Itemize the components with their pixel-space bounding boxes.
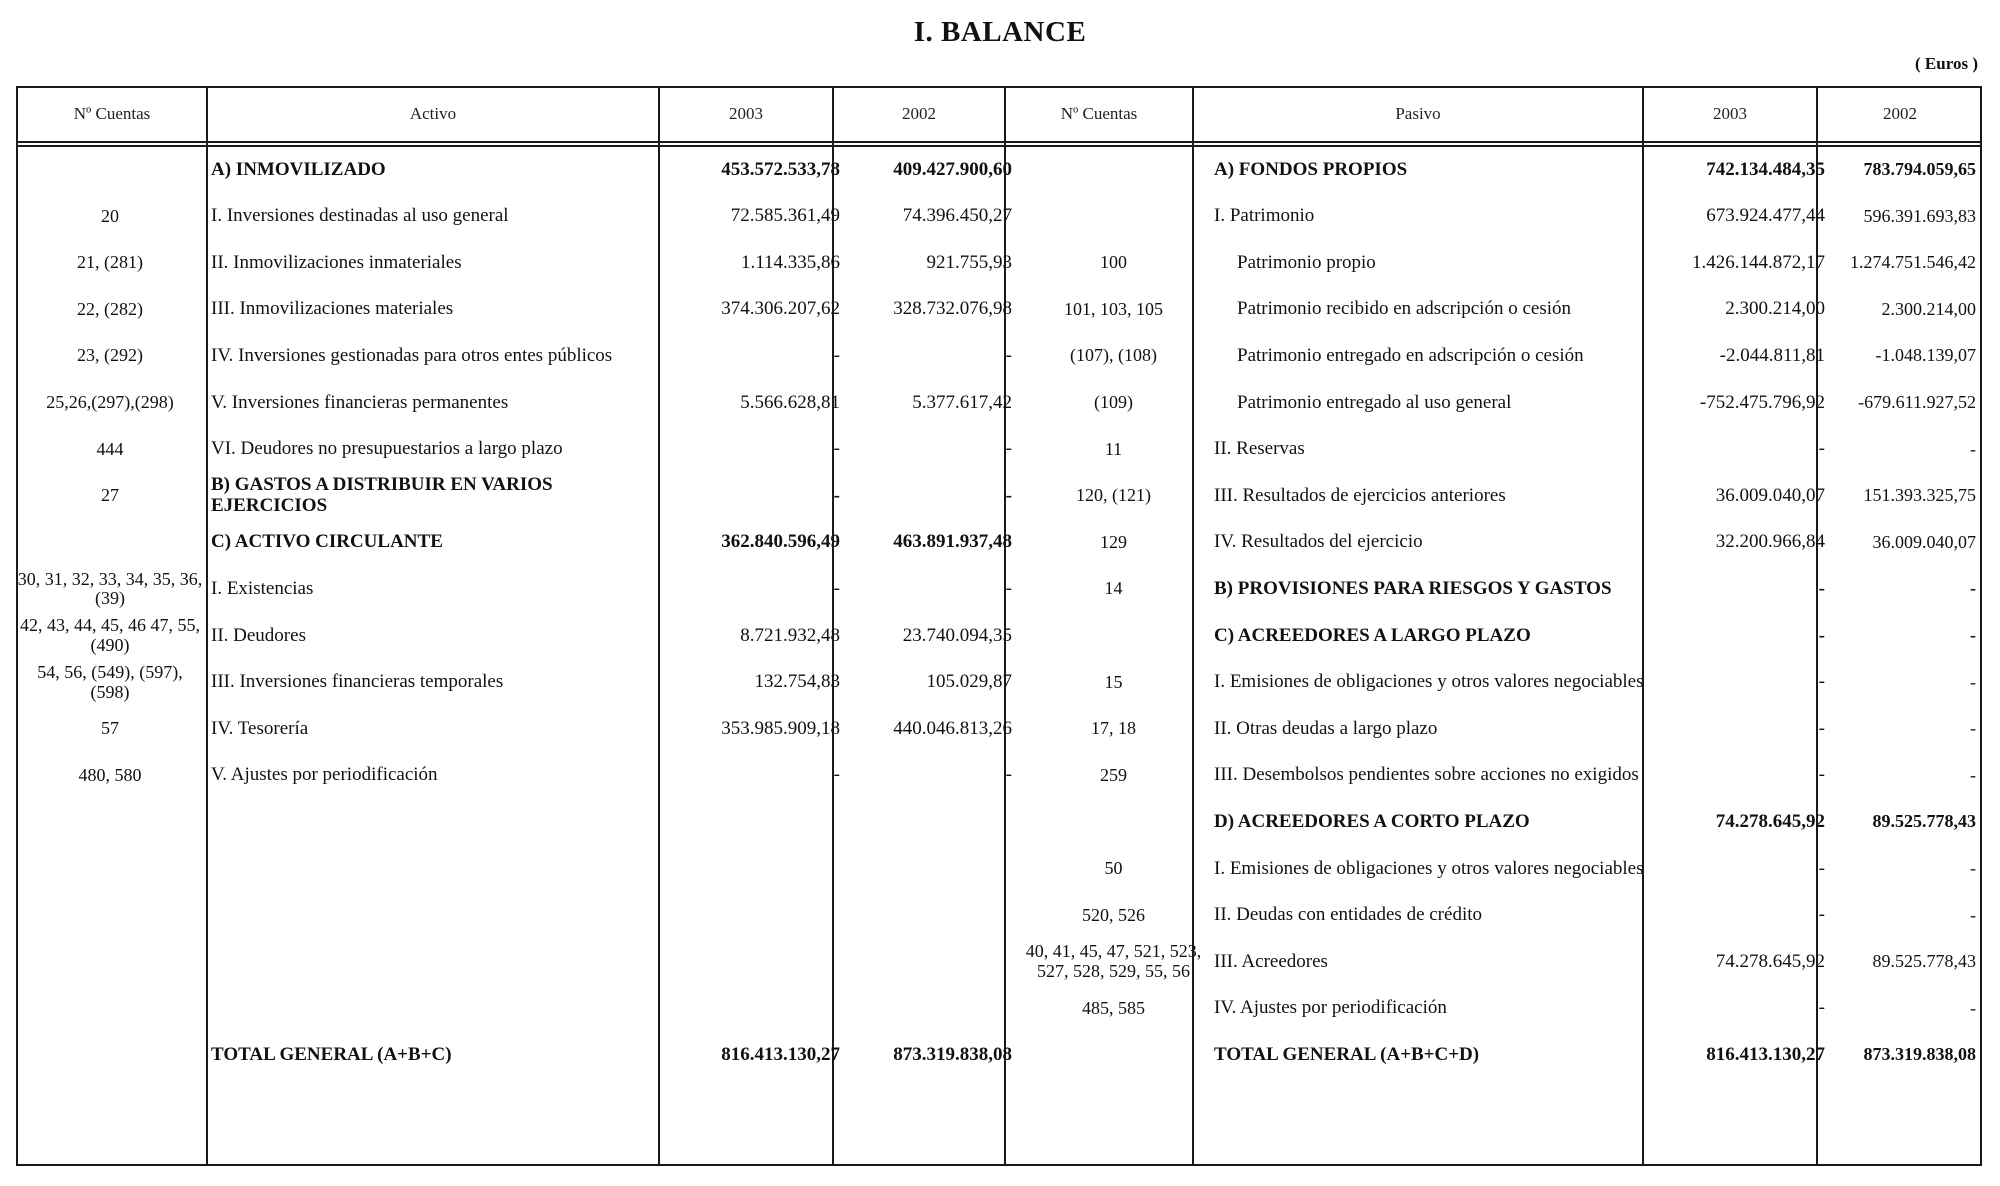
pasivo-cuenta-cell: 17, 18	[1091, 718, 1136, 739]
pasivo-concepto-cell: II. Otras deudas a largo plazo	[1214, 717, 1438, 739]
pasivo-concepto-cell: IV. Ajustes por periodificación	[1214, 997, 1447, 1019]
pasivo-concepto-cell: TOTAL GENERAL (A+B+C+D)	[1214, 1043, 1480, 1065]
activo-2002-cell: 921.755,93	[926, 251, 1012, 273]
activo-2003-cell: -	[833, 484, 840, 506]
pasivo-cuenta-cell: 100	[1100, 252, 1127, 273]
activo-2003-cell	[674, 939, 846, 985]
activo-2003-cell: -	[833, 577, 840, 599]
activo-cuenta-cell	[16, 893, 204, 939]
activo-cuenta-cell	[16, 939, 204, 985]
activo-cuenta-cell: 54, 56, (549), (597), (598)	[37, 661, 183, 702]
activo-concepto-cell: C) ACTIVO CIRCULANTE	[211, 531, 443, 553]
table-row	[16, 939, 1982, 985]
pasivo-concepto-cell: Patrimonio entregado en adscripción o cesión	[1237, 344, 1584, 366]
table-row	[16, 893, 1982, 939]
activo-2002-cell: 5.377.617,42	[912, 391, 1012, 413]
pasivo-2003-cell: 1.426.144.872,17	[1692, 251, 1825, 273]
pasivo-2002-cell: -	[1970, 997, 1976, 1018]
pasivo-2003-cell: 2.300.214,00	[1725, 298, 1825, 320]
pasivo-concepto-cell: B) PROVISIONES PARA RIESGOS Y GASTOS	[1214, 577, 1612, 599]
pasivo-cuenta-cell: 259	[1100, 764, 1127, 785]
table-row	[16, 660, 1982, 706]
table-row	[16, 287, 1982, 333]
activo-concepto-cell: VI. Deudores no presupuestarios a largo plazo	[211, 438, 563, 460]
pasivo-cuenta-cell: 15	[1104, 671, 1123, 692]
pasivo-2002-cell: 596.391.693,83	[1863, 205, 1976, 226]
page-title: I. BALANCE	[913, 16, 1087, 48]
header-pasivo: Pasivo	[1395, 103, 1441, 123]
activo-2003-cell: 132.754,83	[754, 671, 840, 693]
pasivo-2003-cell: -	[1818, 997, 1825, 1019]
pasivo-concepto-cell: II. Deudas con entidades de crédito	[1214, 904, 1483, 926]
pasivo-cuenta-cell: 120, (121)	[1076, 485, 1151, 506]
table-row	[16, 986, 1982, 1032]
table-row	[16, 566, 1982, 612]
pasivo-2002-cell: 36.009.040,07	[1872, 531, 1976, 552]
activo-cuenta-cell: 27	[101, 485, 119, 506]
pasivo-cuenta-cell: 101, 103, 105	[1064, 298, 1163, 319]
pasivo-2003-cell: 742.134.484,35	[1706, 158, 1825, 180]
table-row	[16, 427, 1982, 473]
pasivo-cuenta-cell: 40, 41, 45, 47, 521, 523, 527, 528, 529, 55, 56	[1025, 941, 1202, 982]
pasivo-2002-cell: 783.794.059,65	[1863, 159, 1976, 180]
activo-cuenta-cell: 57	[101, 718, 119, 739]
pasivo-concepto-cell: I. Patrimonio	[1214, 205, 1315, 227]
activo-2003-cell: 362.840.596,49	[721, 531, 840, 553]
activo-cuenta-cell: 25,26,(297),(298)	[46, 392, 174, 413]
activo-cuenta-cell: 22, (282)	[77, 298, 143, 319]
activo-2003-cell: 72.585.361,49	[730, 205, 840, 227]
pasivo-concepto-cell: Patrimonio recibido en adscripción o cesión	[1237, 298, 1571, 320]
activo-cuenta-cell: 444	[96, 438, 124, 459]
pasivo-2003-cell: 74.278.645,92	[1715, 950, 1825, 972]
activo-concepto-cell	[206, 846, 672, 892]
pasivo-2002-cell: 151.393.325,75	[1863, 485, 1976, 506]
pasivo-2003-cell: -	[1818, 577, 1825, 599]
header-divider	[16, 141, 1982, 143]
pasivo-2002-cell: -	[1970, 625, 1976, 646]
header-pasivo-2003: 2003	[1713, 103, 1747, 123]
table-row	[16, 333, 1982, 379]
pasivo-2002-cell: 873.319.838,08	[1863, 1044, 1976, 1065]
pasivo-2002-cell: -	[1970, 438, 1976, 459]
header-activo-2002: 2002	[902, 103, 936, 123]
table-row	[16, 753, 1982, 799]
activo-cuenta-cell: 20	[101, 205, 119, 226]
pasivo-2003-cell: -	[1818, 438, 1825, 460]
pasivo-cuenta-cell: (109)	[1094, 392, 1133, 413]
header-activo-2003: 2003	[729, 103, 763, 123]
pasivo-concepto-cell: I. Emisiones de obligaciones y otros valores negociables	[1214, 857, 1644, 879]
pasivo-2002-cell: -1.048.139,07	[1875, 345, 1976, 366]
activo-2002-cell: -	[1005, 344, 1012, 366]
activo-cuenta-cell: 23, (292)	[77, 345, 143, 366]
activo-2003-cell: 816.413.130,27	[721, 1043, 840, 1065]
pasivo-2003-cell: -	[1818, 671, 1825, 693]
header-cuentas-pasivo: Nº Cuentas	[1060, 103, 1138, 123]
pasivo-cuenta-cell	[1020, 194, 1207, 240]
pasivo-cuenta-cell: 129	[1100, 531, 1127, 552]
activo-2003-cell	[674, 846, 846, 892]
pasivo-cuenta-cell: (107), (108)	[1070, 345, 1157, 366]
activo-2002-cell: 440.046.813,26	[893, 717, 1012, 739]
activo-concepto-cell: IV. Tesorería	[211, 717, 309, 739]
activo-cuenta-cell	[16, 147, 204, 193]
table-row	[16, 147, 1982, 193]
table-row	[16, 1032, 1982, 1078]
activo-2003-cell: -	[833, 344, 840, 366]
pasivo-cuenta-cell	[1020, 799, 1207, 845]
activo-2003-cell: 453.572.533,78	[721, 158, 840, 180]
table-row	[16, 520, 1982, 566]
header-activo: Activo	[409, 103, 457, 123]
activo-cuenta-cell	[16, 986, 204, 1032]
activo-2002-cell	[848, 939, 1018, 985]
pasivo-2002-cell: -	[1970, 578, 1976, 599]
pasivo-2002-cell: 89.525.778,43	[1872, 811, 1976, 832]
pasivo-2002-cell: 1.274.751.546,42	[1850, 252, 1976, 273]
table-row	[16, 194, 1982, 240]
activo-concepto-cell: B) GASTOS A DISTRIBUIR EN VARIOS EJERCICIOS	[211, 474, 553, 517]
header-cuentas-activo: Nº Cuentas	[73, 103, 151, 123]
activo-2003-cell: 1.114.335,86	[740, 251, 840, 273]
activo-concepto-cell: III. Inmovilizaciones materiales	[211, 298, 454, 320]
pasivo-2003-cell: 74.278.645,92	[1715, 810, 1825, 832]
activo-2002-cell	[848, 986, 1018, 1032]
activo-cuenta-cell	[16, 520, 204, 566]
activo-2002-cell	[848, 893, 1018, 939]
pasivo-2003-cell: 816.413.130,27	[1706, 1043, 1825, 1065]
activo-cuenta-cell	[16, 1032, 204, 1078]
pasivo-2002-cell: -	[1970, 671, 1976, 692]
pasivo-2003-cell: 36.009.040,07	[1715, 484, 1825, 506]
table-row	[16, 613, 1982, 659]
pasivo-cuenta-cell: 520, 526	[1082, 904, 1145, 925]
pasivo-2003-cell: -	[1818, 904, 1825, 926]
pasivo-concepto-cell: D) ACREEDORES A CORTO PLAZO	[1214, 810, 1530, 832]
activo-cuenta-cell: 21, (281)	[77, 252, 143, 273]
pasivo-concepto-cell: Patrimonio entregado al uso general	[1237, 391, 1512, 413]
activo-concepto-cell: TOTAL GENERAL (A+B+C)	[211, 1043, 452, 1065]
activo-concepto-cell: I. Inversiones destinadas al uso general	[211, 205, 509, 227]
activo-cuenta-cell: 30, 31, 32, 33, 34, 35, 36, (39)	[17, 568, 203, 609]
activo-concepto-cell: V. Ajustes por periodificación	[211, 764, 438, 786]
pasivo-cuenta-cell	[1020, 147, 1207, 193]
header-pasivo-2002: 2002	[1883, 103, 1917, 123]
pasivo-2003-cell: -2.044.811,81	[1719, 344, 1825, 366]
activo-2003-cell: 5.566.628,81	[740, 391, 840, 413]
activo-2002-cell: 328.732.076,98	[893, 298, 1012, 320]
activo-concepto-cell: II. Inmovilizaciones inmateriales	[211, 251, 462, 273]
pasivo-cuenta-cell: 50	[1104, 858, 1123, 879]
activo-2002-cell	[848, 799, 1018, 845]
activo-2002-cell: 74.396.450,27	[902, 205, 1012, 227]
pasivo-2003-cell: -	[1818, 717, 1825, 739]
activo-2003-cell	[674, 986, 846, 1032]
activo-2003-cell: 353.985.909,18	[721, 717, 840, 739]
pasivo-concepto-cell: Patrimonio propio	[1237, 251, 1376, 273]
table-row	[16, 799, 1982, 845]
pasivo-cuenta-cell	[1020, 613, 1207, 659]
pasivo-cuenta-cell: 485, 585	[1082, 997, 1145, 1018]
table-row	[16, 473, 1982, 519]
activo-concepto-cell	[206, 939, 672, 985]
activo-concepto-cell	[206, 799, 672, 845]
activo-cuenta-cell	[16, 846, 204, 892]
pasivo-2002-cell: -	[1970, 858, 1976, 879]
activo-2002-cell: 873.319.838,08	[893, 1043, 1012, 1065]
activo-2003-cell: -	[833, 438, 840, 460]
pasivo-cuenta-cell	[1020, 1032, 1207, 1078]
activo-2003-cell	[674, 893, 846, 939]
activo-concepto-cell: I. Existencias	[211, 577, 314, 599]
table-row	[16, 240, 1982, 286]
pasivo-concepto-cell: III. Acreedores	[1214, 950, 1328, 972]
pasivo-2002-cell: 89.525.778,43	[1872, 951, 1976, 972]
table-row	[16, 846, 1982, 892]
pasivo-2003-cell: 673.924.477,44	[1706, 205, 1825, 227]
pasivo-concepto-cell: A) FONDOS PROPIOS	[1214, 158, 1408, 180]
pasivo-2002-cell: 2.300.214,00	[1881, 298, 1976, 319]
activo-2003-cell: -	[833, 764, 840, 786]
activo-2003-cell	[674, 799, 846, 845]
activo-2003-cell: 374.306.207,62	[721, 298, 840, 320]
activo-concepto-cell: IV. Inversiones gestionadas para otros entes públicos	[211, 344, 613, 366]
table-row	[16, 380, 1982, 426]
pasivo-2002-cell: -	[1970, 904, 1976, 925]
activo-2002-cell: -	[1005, 764, 1012, 786]
pasivo-2002-cell: -	[1970, 764, 1976, 785]
activo-cuenta-cell	[16, 799, 204, 845]
activo-2002-cell: -	[1005, 484, 1012, 506]
activo-concepto-cell: A) INMOVILIZADO	[211, 158, 386, 180]
activo-2002-cell: 463.891.937,48	[893, 531, 1012, 553]
pasivo-concepto-cell: III. Resultados de ejercicios anteriores	[1214, 484, 1506, 506]
pasivo-2003-cell: 32.200.966,84	[1715, 531, 1825, 553]
table-row	[16, 706, 1982, 752]
activo-2003-cell: 8.721.932,48	[740, 624, 840, 646]
pasivo-2003-cell: -	[1818, 764, 1825, 786]
pasivo-cuenta-cell: 14	[1104, 578, 1123, 599]
pasivo-concepto-cell: IV. Resultados del ejercicio	[1214, 531, 1423, 553]
activo-2002-cell: 409.427.900,60	[893, 158, 1012, 180]
pasivo-concepto-cell: I. Emisiones de obligaciones y otros valores negociables	[1214, 671, 1644, 693]
pasivo-2002-cell: -	[1970, 718, 1976, 739]
activo-concepto-cell	[206, 893, 672, 939]
activo-concepto-cell: III. Inversiones financieras temporales	[211, 671, 504, 693]
activo-2002-cell	[848, 846, 1018, 892]
activo-2002-cell: 23.740.094,35	[902, 624, 1012, 646]
activo-concepto-cell	[206, 986, 672, 1032]
activo-cuenta-cell: 480, 580	[78, 764, 142, 785]
pasivo-concepto-cell: C) ACREEDORES A LARGO PLAZO	[1214, 624, 1531, 646]
activo-2002-cell: -	[1005, 577, 1012, 599]
pasivo-cuenta-cell: 11	[1104, 438, 1123, 459]
pasivo-2003-cell: -	[1818, 857, 1825, 879]
pasivo-concepto-cell: III. Desembolsos pendientes sobre acciones no exigidos	[1214, 764, 1639, 786]
activo-2002-cell: 105.029,87	[926, 671, 1012, 693]
pasivo-2002-cell: -679.611.927,52	[1858, 392, 1976, 413]
pasivo-concepto-cell: II. Reservas	[1214, 438, 1305, 460]
activo-2002-cell: -	[1005, 438, 1012, 460]
activo-concepto-cell: V. Inversiones financieras permanentes	[211, 391, 509, 413]
activo-cuenta-cell: 42, 43, 44, 45, 46 47, 55, (490)	[20, 615, 200, 655]
pasivo-2003-cell: -752.475.796,92	[1699, 391, 1825, 413]
units-label: ( Euros )	[1915, 54, 1978, 73]
activo-concepto-cell: II. Deudores	[211, 624, 306, 646]
pasivo-2003-cell: -	[1818, 624, 1825, 646]
